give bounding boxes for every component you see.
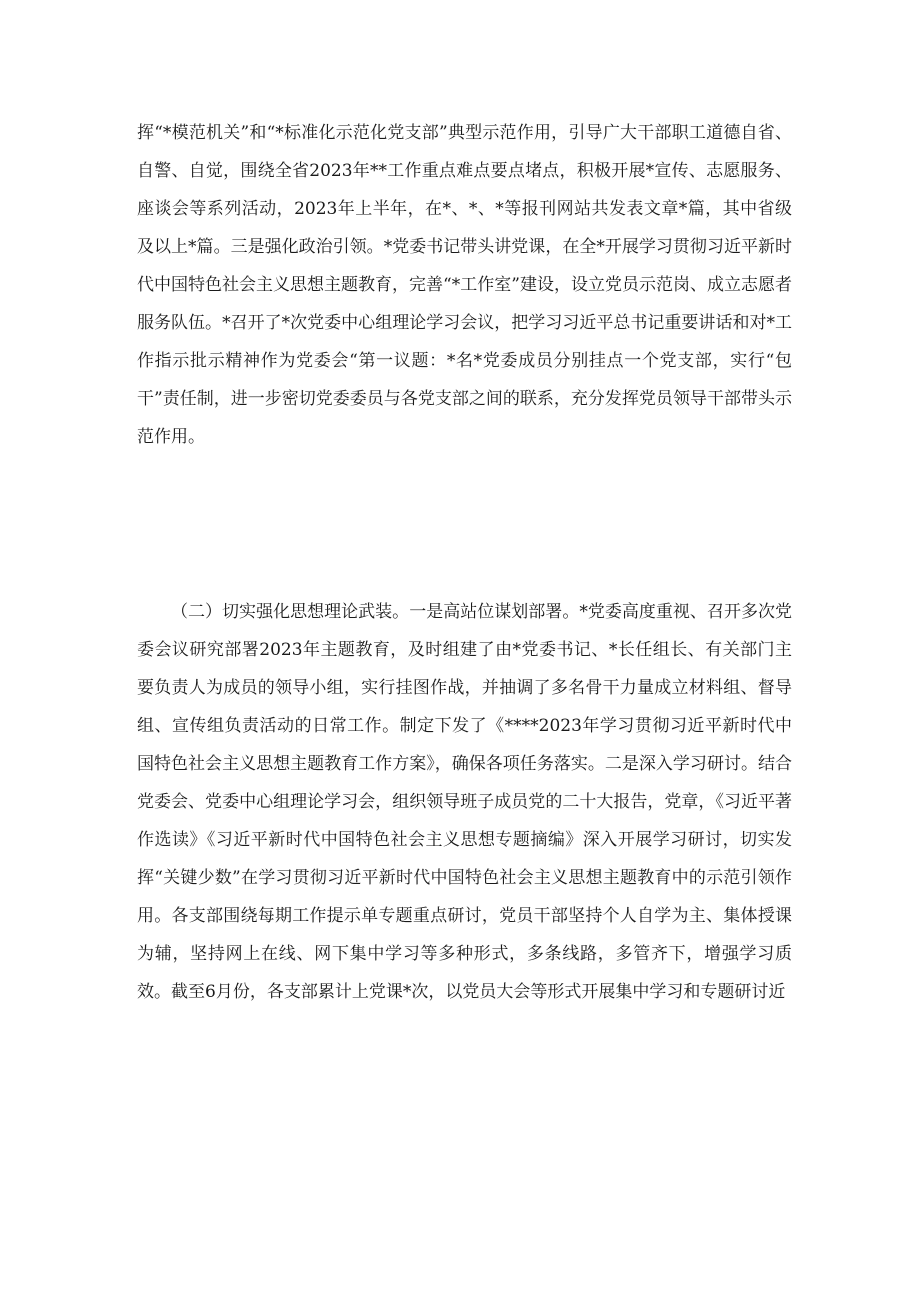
body-paragraph-2: （二）切实强化思想理论武装。一是高站位谋划部署。*党委高度重视、召开多次党委会议研究部署2023年主题教育，及时组建了由*党委书记、*长任组长、有关部门主要负责人为成员的领导小组，实行挂图作战，并抽调了多名骨干力量成立材料组、督导组、宣传组负责活动的日常工作。制定下发了《****2023年学习贯彻习近平新时代中国特色社会主义思想主题教育工作方案》，确保各项任务落实。二是深入学习研讨。结合党委会、党委中心组理论学习会，组织领导班子成员党的二十大报告，党章，《习近平著作选读》《习近平新时代中国特色社会主义思想专题摘编》深入开展学习研讨，切实发挥“关键少数”在学习贯彻习近平新时代中国特色社会主义思想主题教育中的示范引领作用。各支部围绕每期工作提示单专题重点研讨，党员干部坚持个人自学为主、集体授课为辅，坚持网上在线、网下集中学习等多种形式，多条线路，多管齐下，增强学习质效。截至6月份，各支部累计上党课*次，以党员大会等形式开展集中学习和专题研讨近 — [137, 602, 792, 1002]
body-paragraph-1: 挥“*模范机关”和“*标准化示范化党支部”典型示范作用，引导广大干部职工道德自省、自警、自觉，围绕全省2023年**工作重点难点要点堵点，积极开展*宣传、志愿服务、座谈会等系列活动，2023年上半年，在*、*、*等报刊网站共发表文章*篇，其中省级及以上*篇。三是强化政治引领。*党委书记带头讲党课，在全*开展学习贯彻习近平新时代中国特色社会主义思想主题教育，完善“*工作室”建设，设立党员示范岗、成立志愿者服务队伍。*召开了*次党委中心组理论学习会议，把学习习近平总书记重要讲话和对*工作指示批示精神作为党委会“第一议题：*名*党委成员分别挂点一个党支部，实行“包干”责任制，进一步密切党委委员与各党支部之间的联系，充分发挥党员领导干部带头示范作用。 — [137, 123, 792, 447]
